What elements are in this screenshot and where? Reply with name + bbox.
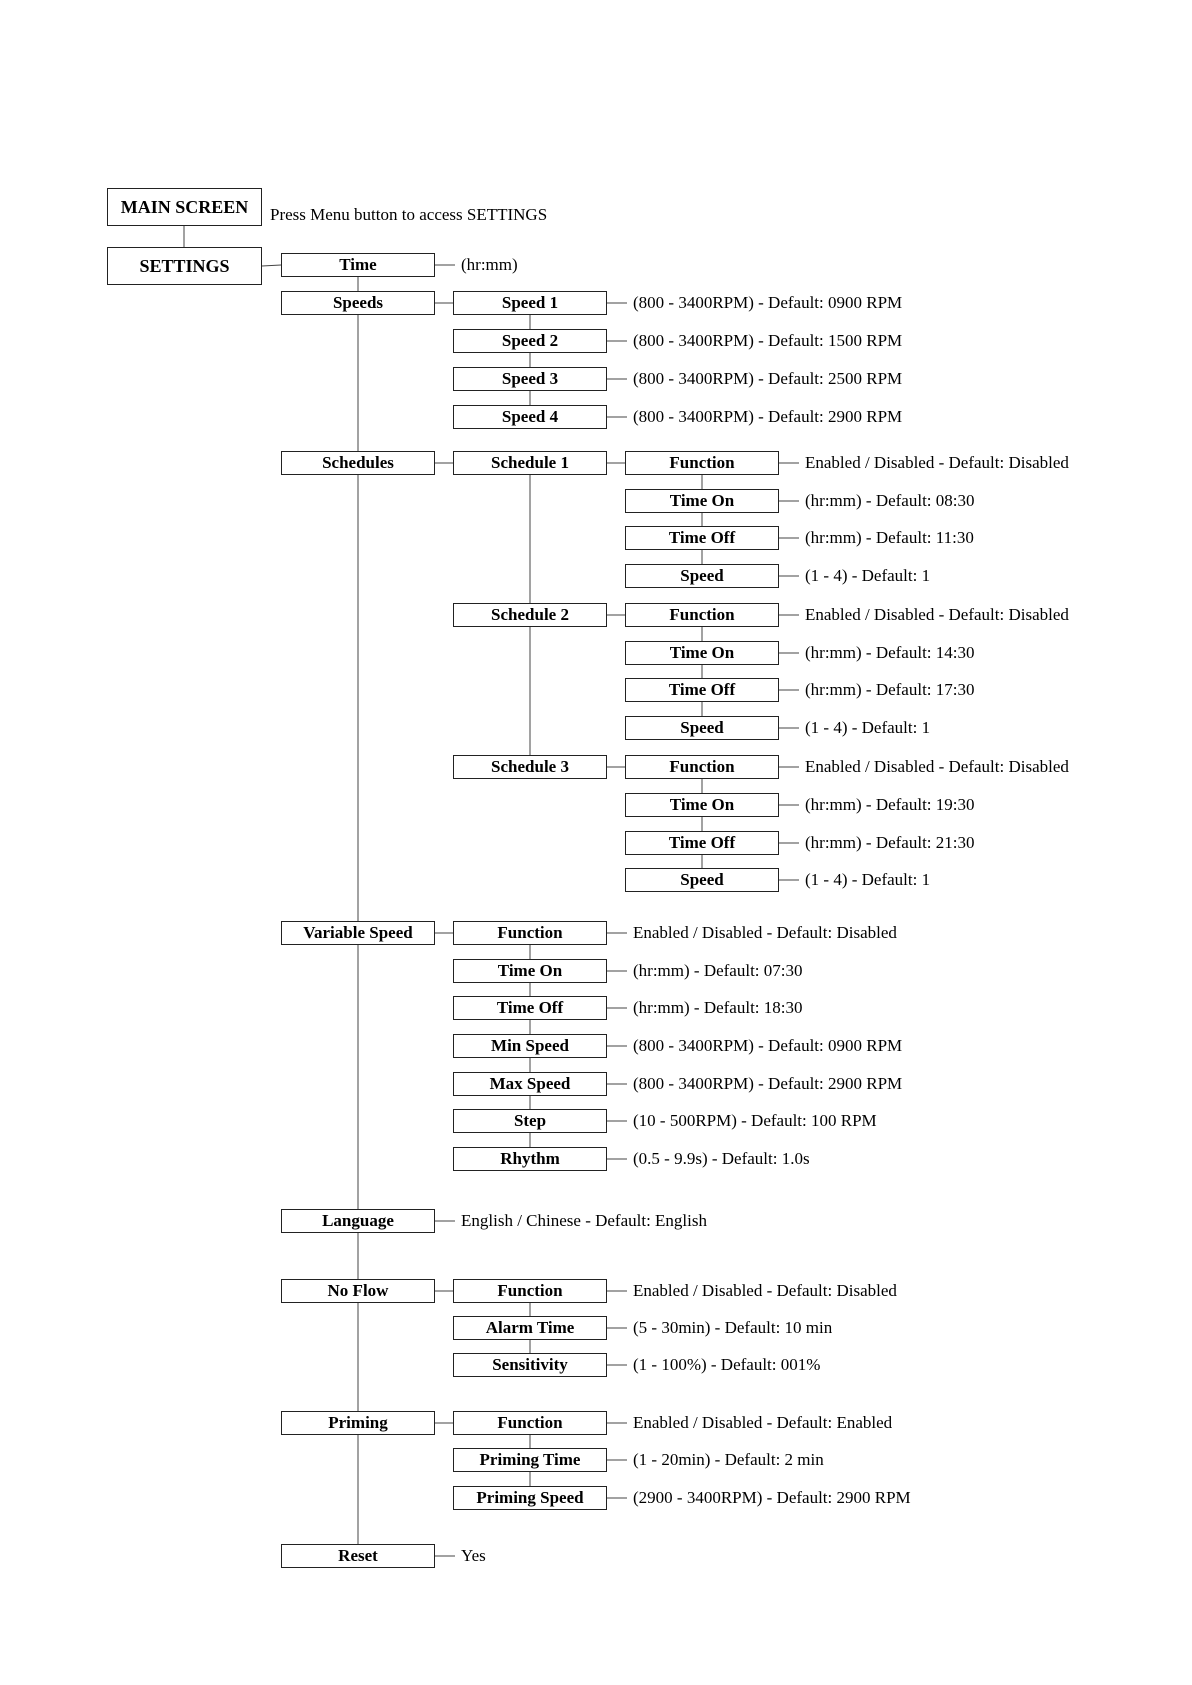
variable-speed-description: (0.5 - 9.9s) - Default: 1.0s bbox=[633, 1149, 810, 1168]
settings-connector-line bbox=[262, 265, 281, 266]
node-label: Variable Speed bbox=[303, 923, 413, 942]
node-label: Speed bbox=[680, 718, 724, 737]
node-label: Time On bbox=[669, 643, 735, 662]
variable-speed-min-speed-box bbox=[453, 1034, 607, 1058]
priming-function-box bbox=[453, 1411, 607, 1435]
node-label: Time bbox=[339, 255, 377, 274]
schedules-schedule-3-speed-box bbox=[625, 868, 779, 892]
speeds-description: (800 - 3400RPM) - Default: 2900 RPM bbox=[633, 407, 903, 426]
main-screen-hint: Press Menu button to access SETTINGS bbox=[270, 205, 548, 224]
node-label: Min Speed bbox=[491, 1036, 569, 1055]
no-flow-alarm-time-box bbox=[453, 1316, 607, 1340]
node-label: Alarm Time bbox=[485, 1318, 575, 1337]
schedules-schedule-2-description: (1 - 4) - Default: 1 bbox=[805, 718, 931, 737]
schedules-schedule-3-description: (1 - 4) - Default: 1 bbox=[805, 870, 931, 889]
node-label: Priming bbox=[328, 1413, 388, 1432]
node-label: Time Off bbox=[668, 833, 736, 852]
no-flow-description: (1 - 100%) - Default: 001% bbox=[633, 1355, 821, 1374]
variable-speed-time-off-box bbox=[453, 996, 607, 1020]
node-label: Time On bbox=[669, 795, 735, 814]
speeds-speed-3-box bbox=[453, 367, 607, 391]
node-label: Function bbox=[497, 923, 563, 942]
priming-description: Enabled / Disabled - Default: Enabled bbox=[633, 1413, 893, 1432]
priming-box bbox=[281, 1411, 435, 1435]
schedules-schedule-1-description: Enabled / Disabled - Default: Disabled bbox=[805, 453, 1069, 472]
variable-speed-description: (hr:mm) - Default: 18:30 bbox=[633, 998, 803, 1017]
schedules-schedule-3-description: (hr:mm) - Default: 19:30 bbox=[805, 795, 975, 814]
schedules-schedule-1-description: (1 - 4) - Default: 1 bbox=[805, 566, 931, 585]
speeds-description: (800 - 3400RPM) - Default: 2500 RPM bbox=[633, 369, 903, 388]
schedules-schedule-3-time-off-box bbox=[625, 831, 779, 855]
variable-speed-description: (hr:mm) - Default: 07:30 bbox=[633, 961, 803, 980]
reset-box bbox=[281, 1544, 435, 1568]
no-flow-description: (5 - 30min) - Default: 10 min bbox=[633, 1318, 833, 1337]
node-label: Function bbox=[497, 1413, 563, 1432]
speeds-description: (800 - 3400RPM) - Default: 1500 RPM bbox=[633, 331, 903, 350]
priming-description: (1 - 20min) - Default: 2 min bbox=[633, 1450, 824, 1469]
variable-speed-description: (800 - 3400RPM) - Default: 2900 RPM bbox=[633, 1074, 903, 1093]
node-label: Function bbox=[669, 453, 735, 472]
schedules-schedule-3-description: Enabled / Disabled - Default: Disabled bbox=[805, 757, 1069, 776]
node-label: Speed bbox=[680, 870, 724, 889]
schedules-schedule-3-box bbox=[453, 755, 607, 779]
schedules-schedule-1-speed-box bbox=[625, 564, 779, 588]
schedules-schedule-1-time-on-box bbox=[625, 489, 779, 513]
node-label: Schedule 1 bbox=[491, 453, 569, 472]
node-label: Function bbox=[669, 605, 735, 624]
schedules-schedule-1-function-box bbox=[625, 451, 779, 475]
main-screen-box bbox=[107, 188, 262, 226]
schedules-schedule-2-description: (hr:mm) - Default: 14:30 bbox=[805, 643, 975, 662]
node-label: Time Off bbox=[668, 680, 736, 699]
schedules-schedule-1-box bbox=[453, 451, 607, 475]
variable-speed-step-box bbox=[453, 1109, 607, 1133]
schedules-schedule-1-time-off-box bbox=[625, 526, 779, 550]
no-flow-sensitivity-box bbox=[453, 1353, 607, 1377]
speeds-speed-2-box bbox=[453, 329, 607, 353]
node-label: Schedules bbox=[322, 453, 394, 472]
node-label: Time Off bbox=[668, 528, 736, 547]
node-label: Language bbox=[322, 1211, 394, 1230]
schedules-schedule-3-function-box bbox=[625, 755, 779, 779]
node-label: Time On bbox=[669, 491, 735, 510]
node-label: Sensitivity bbox=[492, 1355, 568, 1374]
node-label: Reset bbox=[338, 1546, 378, 1565]
description: (hr:mm) bbox=[461, 255, 518, 274]
priming-priming-time-box bbox=[453, 1448, 607, 1472]
schedules-schedule-2-description: (hr:mm) - Default: 17:30 bbox=[805, 680, 975, 699]
schedules-schedule-2-time-off-box bbox=[625, 678, 779, 702]
variable-speed-rhythm-box bbox=[453, 1147, 607, 1171]
variable-speed-box bbox=[281, 921, 435, 945]
settings-label: SETTINGS bbox=[139, 255, 230, 276]
node-label: Schedule 3 bbox=[491, 757, 569, 776]
description: English / Chinese - Default: English bbox=[461, 1211, 707, 1230]
variable-speed-time-on-box bbox=[453, 959, 607, 983]
no-flow-description: Enabled / Disabled - Default: Disabled bbox=[633, 1281, 897, 1300]
speeds-speed-4-box bbox=[453, 405, 607, 429]
time-box bbox=[281, 253, 435, 277]
node-label: Priming Time bbox=[479, 1450, 581, 1469]
language-box bbox=[281, 1209, 435, 1233]
node-label: Step bbox=[513, 1111, 547, 1130]
node-label: Speed 1 bbox=[501, 293, 559, 312]
node-label: Speed 3 bbox=[501, 369, 559, 388]
main-screen-label: MAIN SCREEN bbox=[120, 196, 249, 217]
node-label: Speed 4 bbox=[501, 407, 559, 426]
schedules-schedule-3-time-on-box bbox=[625, 793, 779, 817]
node-label: Rhythm bbox=[500, 1149, 560, 1168]
node-label: Speed bbox=[680, 566, 724, 585]
node-label: Time On bbox=[497, 961, 563, 980]
node-label: Schedule 2 bbox=[491, 605, 569, 624]
speeds-description: (800 - 3400RPM) - Default: 0900 RPM bbox=[633, 293, 903, 312]
schedules-schedule-1-description: (hr:mm) - Default: 11:30 bbox=[805, 528, 974, 547]
speeds-speed-1-box bbox=[453, 291, 607, 315]
variable-speed-function-box bbox=[453, 921, 607, 945]
schedules-schedule-2-speed-box bbox=[625, 716, 779, 740]
priming-priming-speed-box bbox=[453, 1486, 607, 1510]
variable-speed-description: (10 - 500RPM) - Default: 100 RPM bbox=[633, 1111, 877, 1130]
speeds-box bbox=[281, 291, 435, 315]
no-flow-box bbox=[281, 1279, 435, 1303]
node-label: Speeds bbox=[332, 293, 384, 312]
priming-description: (2900 - 3400RPM) - Default: 2900 RPM bbox=[633, 1488, 911, 1507]
node-label: Function bbox=[497, 1281, 563, 1300]
variable-speed-max-speed-box bbox=[453, 1072, 607, 1096]
schedules-schedule-3-description: (hr:mm) - Default: 21:30 bbox=[805, 833, 975, 852]
no-flow-function-box bbox=[453, 1279, 607, 1303]
node-label: Function bbox=[669, 757, 735, 776]
schedules-schedule-1-description: (hr:mm) - Default: 08:30 bbox=[805, 491, 975, 510]
node-label: Time Off bbox=[496, 998, 564, 1017]
settings-box bbox=[107, 247, 262, 285]
description: Yes bbox=[461, 1546, 486, 1565]
node-label: Max Speed bbox=[489, 1074, 571, 1093]
schedules-schedule-2-function-box bbox=[625, 603, 779, 627]
schedules-box bbox=[281, 451, 435, 475]
node-label: Speed 2 bbox=[501, 331, 559, 350]
node-label: No Flow bbox=[327, 1281, 389, 1300]
node-label: Priming Speed bbox=[476, 1488, 584, 1507]
variable-speed-description: (800 - 3400RPM) - Default: 0900 RPM bbox=[633, 1036, 903, 1055]
schedules-schedule-2-description: Enabled / Disabled - Default: Disabled bbox=[805, 605, 1069, 624]
schedules-schedule-2-box bbox=[453, 603, 607, 627]
schedules-schedule-2-time-on-box bbox=[625, 641, 779, 665]
variable-speed-description: Enabled / Disabled - Default: Disabled bbox=[633, 923, 897, 942]
